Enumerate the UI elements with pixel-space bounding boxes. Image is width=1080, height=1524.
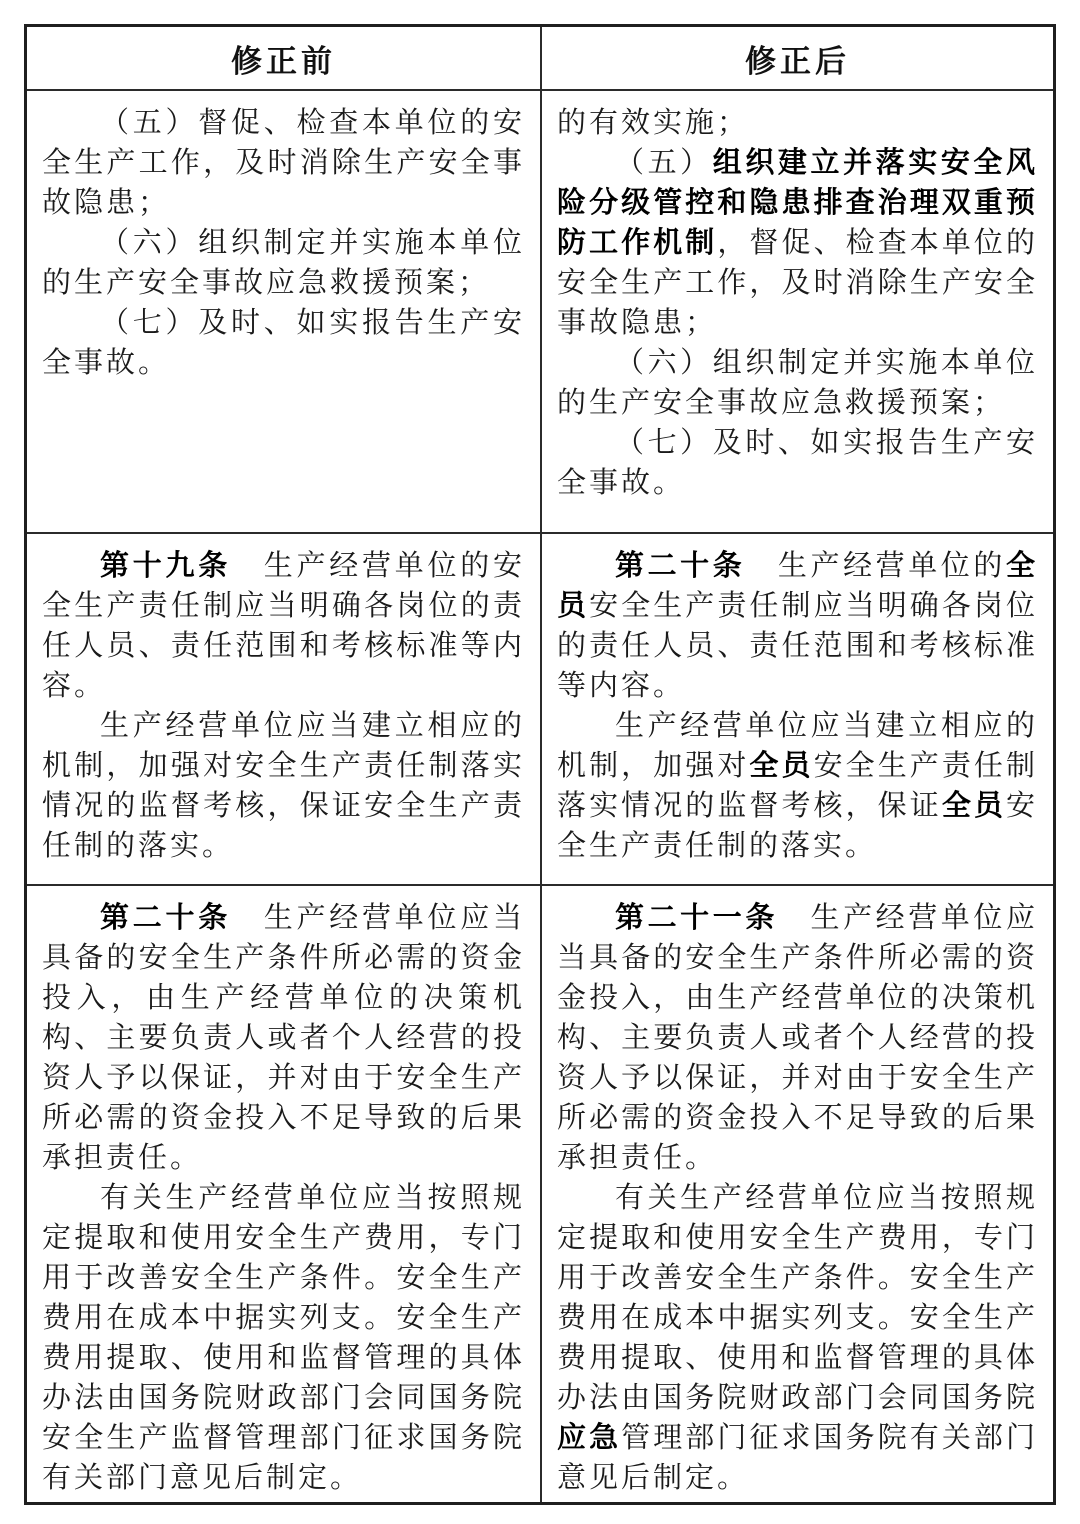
text-run: 生产经营单位的	[745, 550, 1006, 582]
text-run: （七）及时、如实报告生产安全事故。	[42, 307, 525, 379]
text-run: 有关生产经营单位应当按照规定提取和使用安全生产费用，专门用于改善安全生产条件。安全生产费用在成本中据实列支。安全生产费用提取、使用和监督管理的具体办法由国务院财政部门会同国务院	[557, 1182, 1038, 1414]
amended-text: 全员	[557, 550, 1038, 622]
comparison-table	[24, 24, 1056, 1505]
text-run: （六）组织制定并实施本单位的生产安全事故应急救援预案；	[42, 227, 525, 299]
paragraph	[557, 143, 1038, 343]
text-run: （六）组织制定并实施本单位的生产安全事故应急救援预案；	[557, 347, 1038, 419]
text-run: 生产经营单位应当具备的安全生产条件所必需的资金投入，由生产经营单位的决策机构、主要负责人或者个人经营的投资人予以保证，并对由于安全生产所必需的资金投入不足导致的后果承担责任。	[557, 902, 1038, 1174]
text-run: 生产经营单位应当具备的安全生产条件所必需的资金投入，由生产经营单位的决策机构、主要负责人或者个人经营的投资人予以保证，并对由于安全生产所必需的资金投入不足导致的后果承担责任。	[42, 902, 525, 1174]
paragraph	[42, 706, 525, 866]
paragraph	[42, 303, 525, 383]
amended-text: 组织建立并落实安全风险分级管控和隐患排查治理双重预防工作机制	[557, 147, 1038, 259]
paragraph	[42, 898, 525, 1178]
text-run: （五）	[615, 147, 713, 179]
paragraph	[42, 546, 525, 706]
text-run: ，督促、检查本单位的安全生产工作，及时消除生产安全事故隐患；	[557, 227, 1038, 339]
cell-row3-before	[27, 884, 540, 1502]
paragraph	[557, 343, 1038, 423]
paragraph	[557, 898, 1038, 1178]
paragraph	[557, 423, 1038, 503]
text-run: 管理部门征求国务院有关部门意见后制定。	[557, 1422, 1038, 1494]
column-header-after: 修正后	[540, 27, 1053, 89]
paragraph	[42, 103, 525, 223]
amended-text: 第二十条	[100, 902, 231, 934]
paragraph	[557, 1178, 1038, 1498]
text-run: （五）督促、检查本单位的安全生产工作，及时消除生产安全事故隐患；	[42, 107, 525, 219]
text-run: 生产经营单位应当建立相应的机制，加强对安全生产责任制落实情况的监督考核，保证安全生产责任制的落实。	[42, 710, 525, 862]
amended-text: 全员	[749, 750, 814, 782]
text-run: （七）及时、如实报告生产安全事故。	[557, 427, 1038, 499]
text-run: 的有效实施；	[557, 107, 750, 139]
amended-text: 应急	[557, 1422, 622, 1454]
paragraph	[42, 223, 525, 303]
paragraph	[557, 706, 1038, 866]
paragraph	[557, 546, 1038, 706]
amended-text: 第二十一条	[615, 902, 778, 934]
paragraph	[557, 103, 1038, 143]
paragraph	[42, 1178, 525, 1498]
cell-row2-after	[540, 532, 1053, 884]
amended-text: 第二十条	[615, 550, 746, 582]
amended-text: 第十九条	[100, 550, 231, 582]
column-header-before: 修正前	[231, 43, 336, 79]
amended-text: 全员	[941, 790, 1006, 822]
cell-row1-before	[27, 89, 540, 532]
text-run: 安全生产责任制应当明确各岗位的责任人员、责任范围和考核标准等内容。	[557, 590, 1038, 702]
cell-row1-after	[540, 89, 1053, 532]
text-run: 安全生产责任制落实情况的监督考核，保证	[557, 750, 1038, 822]
text-run: 生产经营单位应当建立相应的机制，加强对	[557, 710, 1038, 782]
cell-row3-after	[540, 884, 1053, 1502]
cell-row2-before	[27, 532, 540, 884]
text-run: 有关生产经营单位应当按照规定提取和使用安全生产费用，专门用于改善安全生产条件。安全生产费用在成本中据实列支。安全生产费用提取、使用和监督管理的具体办法由国务院财政部门会同国务院安全生产监督管理部门征求国务院有关部门意见后制定。	[42, 1182, 525, 1494]
text-run: 生产经营单位的安全生产责任制应当明确各岗位的责任人员、责任范围和考核标准等内容。	[42, 550, 525, 702]
text-run: 安全生产责任制的落实。	[557, 790, 1038, 862]
